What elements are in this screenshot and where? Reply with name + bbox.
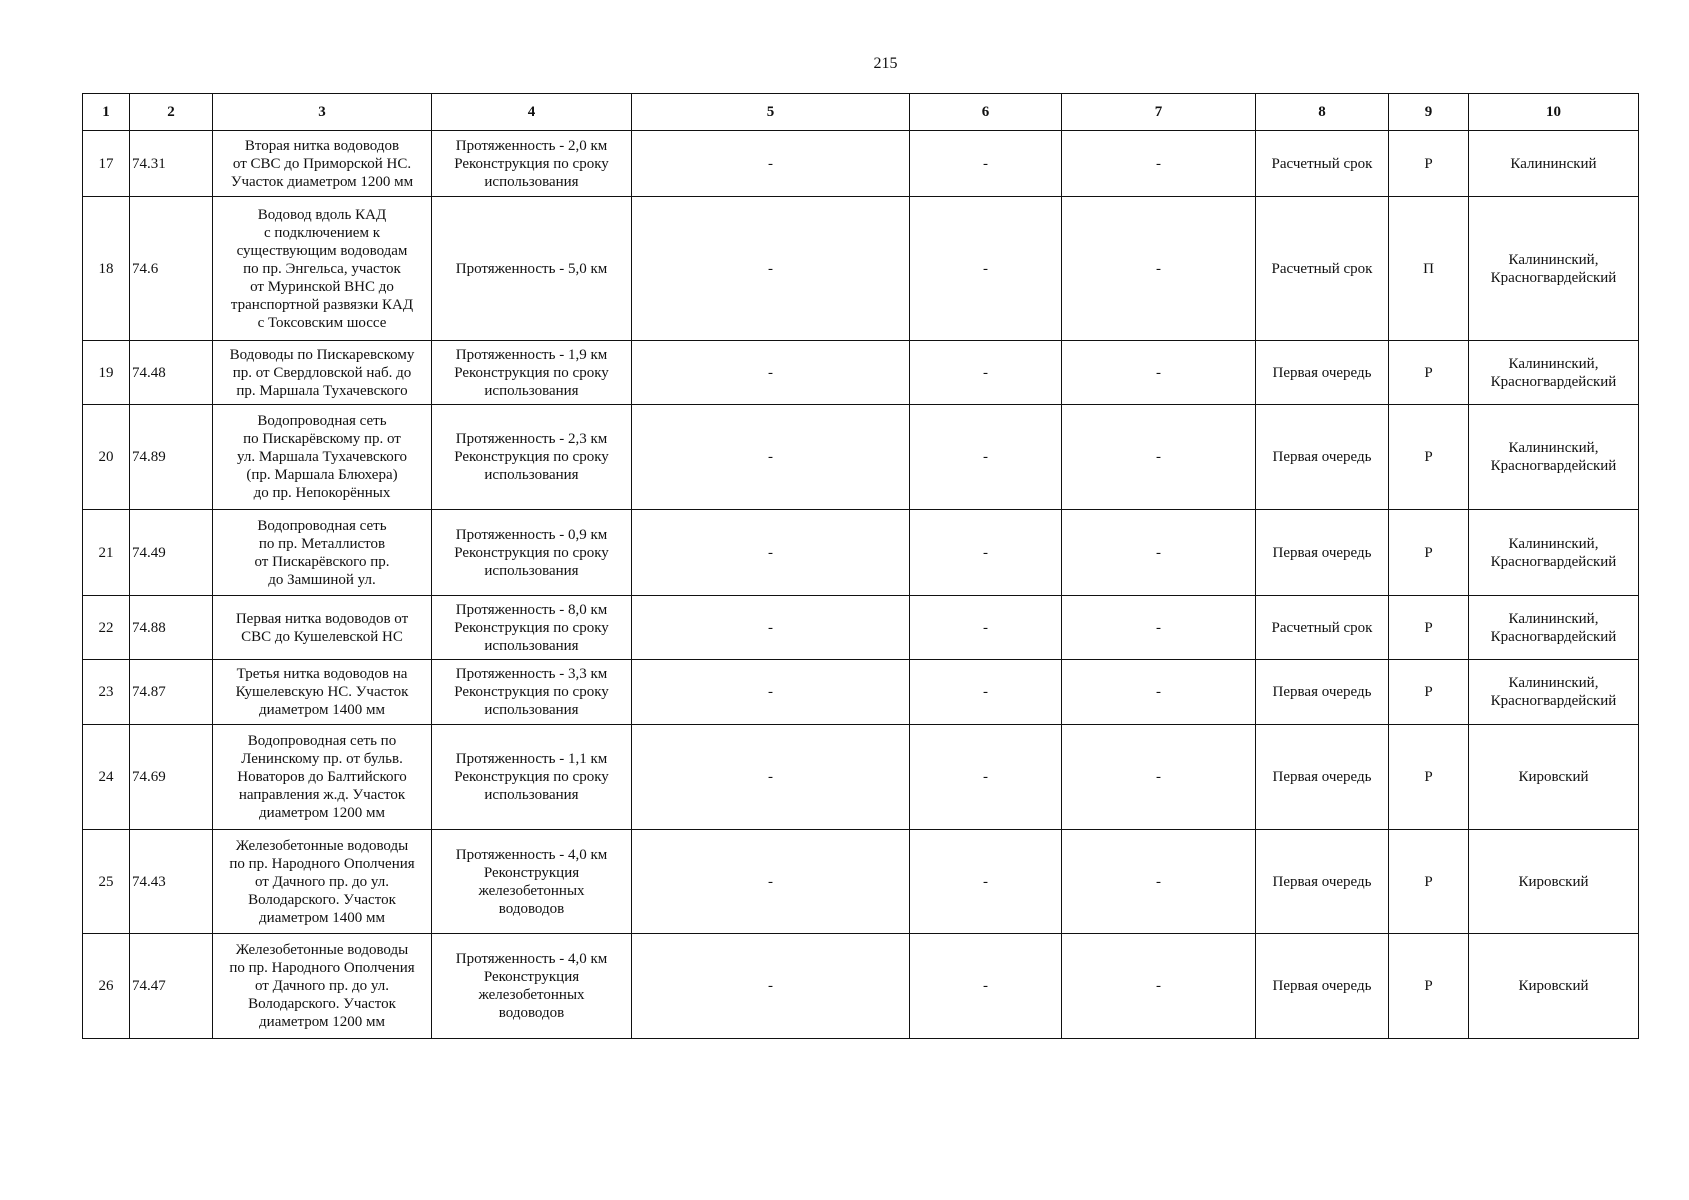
cell-col6: - xyxy=(910,197,1062,341)
status-code: Р xyxy=(1389,341,1469,405)
object-name: Водопроводная сеть по пр. Металлистов от Пискарёвского пр. до Замшиной ул. xyxy=(213,510,432,596)
row-number: 26 xyxy=(83,934,130,1039)
table-header-row xyxy=(83,94,1639,131)
status-code: Р xyxy=(1389,660,1469,725)
cell-col7: - xyxy=(1062,596,1256,660)
header-cell: 2 xyxy=(130,94,213,131)
row-number: 19 xyxy=(83,341,130,405)
cell-col7: - xyxy=(1062,405,1256,510)
table-row xyxy=(83,131,1639,197)
object-parameters: Протяженность - 2,3 км Реконструкция по сроку использования xyxy=(432,405,632,510)
status-code: Р xyxy=(1389,131,1469,197)
implementation-term: Первая очередь xyxy=(1256,405,1389,510)
object-code: 74.49 xyxy=(130,510,213,596)
cell-col6: - xyxy=(910,341,1062,405)
header-cell: 8 xyxy=(1256,94,1389,131)
district: Кировский xyxy=(1469,725,1639,830)
district: Кировский xyxy=(1469,830,1639,934)
cell-col6: - xyxy=(910,510,1062,596)
object-parameters: Протяженность - 4,0 км Реконструкция железобетонных водоводов xyxy=(432,934,632,1039)
implementation-term: Расчетный срок xyxy=(1256,197,1389,341)
row-number: 24 xyxy=(83,725,130,830)
table-row xyxy=(83,405,1639,510)
implementation-term: Первая очередь xyxy=(1256,660,1389,725)
table-row xyxy=(83,725,1639,830)
cell-col7: - xyxy=(1062,660,1256,725)
cell-col6: - xyxy=(910,660,1062,725)
implementation-term: Расчетный срок xyxy=(1256,596,1389,660)
status-code: Р xyxy=(1389,405,1469,510)
cell-col7: - xyxy=(1062,934,1256,1039)
object-name: Водопроводная сеть по Пискарёвскому пр. от ул. Маршала Тухачевского (пр. Маршала Блюхера) до пр. Непокорённых xyxy=(213,405,432,510)
object-parameters: Протяженность - 0,9 км Реконструкция по сроку использования xyxy=(432,510,632,596)
header-cell: 9 xyxy=(1389,94,1469,131)
cell-col7: - xyxy=(1062,510,1256,596)
row-number: 22 xyxy=(83,596,130,660)
header-cell: 1 xyxy=(83,94,130,131)
header-cell: 4 xyxy=(432,94,632,131)
table-row xyxy=(83,596,1639,660)
district: Калининский, Красногвардейский xyxy=(1469,341,1639,405)
cell-col7: - xyxy=(1062,341,1256,405)
status-code: Р xyxy=(1389,596,1469,660)
object-parameters: Протяженность - 3,3 км Реконструкция по сроку использования xyxy=(432,660,632,725)
cell-col5: - xyxy=(632,405,910,510)
object-name: Водопроводная сеть по Ленинскому пр. от бульв. Новаторов до Балтийского направления ж.д. Участок диаметром 1200 мм xyxy=(213,725,432,830)
implementation-term: Первая очередь xyxy=(1256,510,1389,596)
district: Калининский, Красногвардейский xyxy=(1469,660,1639,725)
district: Калининский, Красногвардейский xyxy=(1469,197,1639,341)
district: Калининский, Красногвардейский xyxy=(1469,405,1639,510)
district: Калининский xyxy=(1469,131,1639,197)
object-parameters: Протяженность - 2,0 км Реконструкция по сроку использования xyxy=(432,131,632,197)
cell-col5: - xyxy=(632,596,910,660)
cell-col7: - xyxy=(1062,131,1256,197)
page-number: 215 xyxy=(873,55,898,72)
cell-col6: - xyxy=(910,131,1062,197)
objects-table xyxy=(82,93,1639,1039)
cell-col5: - xyxy=(632,131,910,197)
header-cell: 6 xyxy=(910,94,1062,131)
implementation-term: Первая очередь xyxy=(1256,934,1389,1039)
table-row xyxy=(83,934,1639,1039)
cell-col7: - xyxy=(1062,725,1256,830)
status-code: Р xyxy=(1389,934,1469,1039)
object-code: 74.43 xyxy=(130,830,213,934)
header-cell: 10 xyxy=(1469,94,1639,131)
cell-col7: - xyxy=(1062,197,1256,341)
implementation-term: Первая очередь xyxy=(1256,341,1389,405)
header-cell: 7 xyxy=(1062,94,1256,131)
cell-col5: - xyxy=(632,510,910,596)
object-name: Железобетонные водоводы по пр. Народного Ополчения от Дачного пр. до ул. Володарского. Участок диаметром 1200 мм xyxy=(213,934,432,1039)
object-parameters: Протяженность - 8,0 км Реконструкция по сроку использования xyxy=(432,596,632,660)
row-number: 17 xyxy=(83,131,130,197)
implementation-term: Первая очередь xyxy=(1256,725,1389,830)
table-row xyxy=(83,197,1639,341)
district: Кировский xyxy=(1469,934,1639,1039)
status-code: П xyxy=(1389,197,1469,341)
implementation-term: Первая очередь xyxy=(1256,830,1389,934)
cell-col5: - xyxy=(632,934,910,1039)
object-name: Водовод вдоль КАД с подключением к существующим водоводам по пр. Энгельса, участок от Муринской ВНС до транспортной развязки КАД с Токсовским шоссе xyxy=(213,197,432,341)
header-cell: 5 xyxy=(632,94,910,131)
row-number: 25 xyxy=(83,830,130,934)
table-row xyxy=(83,510,1639,596)
status-code: Р xyxy=(1389,830,1469,934)
row-number: 18 xyxy=(83,197,130,341)
row-number: 23 xyxy=(83,660,130,725)
table-row xyxy=(83,660,1639,725)
object-code: 74.6 xyxy=(130,197,213,341)
object-code: 74.69 xyxy=(130,725,213,830)
object-code: 74.48 xyxy=(130,341,213,405)
object-code: 74.47 xyxy=(130,934,213,1039)
table-row xyxy=(83,830,1639,934)
object-parameters: Протяженность - 1,9 км Реконструкция по сроку использования xyxy=(432,341,632,405)
cell-col5: - xyxy=(632,830,910,934)
object-name: Вторая нитка водоводов от СВС до Приморской НС. Участок диаметром 1200 мм xyxy=(213,131,432,197)
row-number: 20 xyxy=(83,405,130,510)
object-parameters: Протяженность - 1,1 км Реконструкция по сроку использования xyxy=(432,725,632,830)
implementation-term: Расчетный срок xyxy=(1256,131,1389,197)
cell-col6: - xyxy=(910,725,1062,830)
cell-col6: - xyxy=(910,405,1062,510)
cell-col6: - xyxy=(910,934,1062,1039)
object-parameters: Протяженность - 4,0 км Реконструкция железобетонных водоводов xyxy=(432,830,632,934)
object-parameters: Протяженность - 5,0 км xyxy=(432,197,632,341)
district: Калининский, Красногвардейский xyxy=(1469,510,1639,596)
object-name: Водоводы по Пискаревскому пр. от Свердловской наб. до пр. Маршала Тухачевского xyxy=(213,341,432,405)
cell-col5: - xyxy=(632,725,910,830)
cell-col7: - xyxy=(1062,830,1256,934)
object-name: Железобетонные водоводы по пр. Народного Ополчения от Дачного пр. до ул. Володарского. Участок диаметром 1400 мм xyxy=(213,830,432,934)
object-name: Третья нитка водоводов на Кушелевскую НС. Участок диаметром 1400 мм xyxy=(213,660,432,725)
cell-col6: - xyxy=(910,830,1062,934)
cell-col5: - xyxy=(632,341,910,405)
cell-col5: - xyxy=(632,660,910,725)
cell-col6: - xyxy=(910,596,1062,660)
table-row xyxy=(83,341,1639,405)
object-code: 74.89 xyxy=(130,405,213,510)
object-code: 74.88 xyxy=(130,596,213,660)
status-code: Р xyxy=(1389,510,1469,596)
object-code: 74.87 xyxy=(130,660,213,725)
object-code: 74.31 xyxy=(130,131,213,197)
cell-col5: - xyxy=(632,197,910,341)
header-cell: 3 xyxy=(213,94,432,131)
object-name: Первая нитка водоводов от СВС до Кушелевской НС xyxy=(213,596,432,660)
row-number: 21 xyxy=(83,510,130,596)
status-code: Р xyxy=(1389,725,1469,830)
district: Калининский, Красногвардейский xyxy=(1469,596,1639,660)
